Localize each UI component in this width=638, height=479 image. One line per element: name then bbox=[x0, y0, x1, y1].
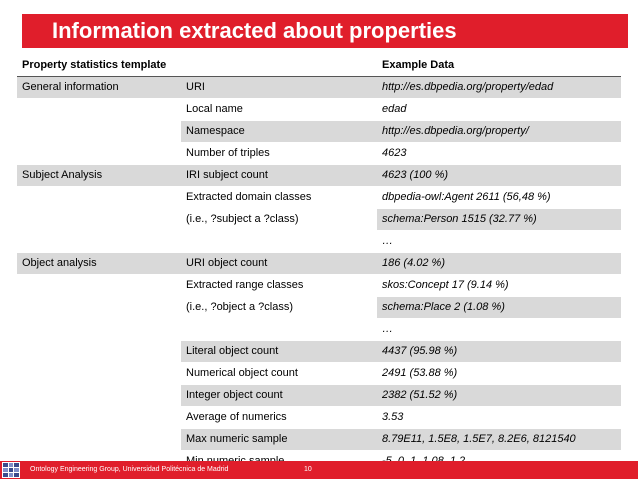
cell-section bbox=[17, 319, 181, 341]
properties-table-container bbox=[17, 55, 621, 473]
footer-bar bbox=[0, 461, 638, 479]
cell-section bbox=[17, 209, 181, 231]
cell-section bbox=[17, 341, 181, 363]
cell-section bbox=[17, 385, 181, 407]
table-row bbox=[17, 99, 621, 121]
cell-section bbox=[17, 429, 181, 451]
slide-title: Information extracted about properties bbox=[52, 18, 457, 43]
cell-field: URI object count bbox=[181, 253, 377, 275]
table-row bbox=[17, 143, 621, 165]
cell-section bbox=[17, 363, 181, 385]
cell-example: http://es.dbpedia.org/property/edad bbox=[377, 77, 621, 99]
cell-field: Namespace bbox=[181, 121, 377, 143]
cell-field: Extracted domain classes bbox=[181, 187, 377, 209]
cell-field: Local name bbox=[181, 99, 377, 121]
cell-example: 4437 (95.98 %) bbox=[377, 341, 621, 363]
cell-field: Numerical object count bbox=[181, 363, 377, 385]
table-header-row bbox=[17, 55, 621, 77]
cell-section bbox=[17, 231, 181, 253]
cell-field bbox=[181, 231, 377, 253]
cell-field: URI bbox=[181, 77, 377, 99]
properties-table bbox=[17, 55, 621, 473]
cell-section: General information bbox=[17, 77, 181, 99]
cell-field bbox=[181, 319, 377, 341]
table-row bbox=[17, 231, 621, 253]
cell-field: Max numeric sample bbox=[181, 429, 377, 451]
cell-section bbox=[17, 143, 181, 165]
cell-section: Object analysis bbox=[17, 253, 181, 275]
cell-example: 8.79E11, 1.5E8, 1.5E7, 8.2E6, 8121540 bbox=[377, 429, 621, 451]
table-row bbox=[17, 341, 621, 363]
cell-field: Literal object count bbox=[181, 341, 377, 363]
cell-example: … bbox=[377, 319, 621, 341]
cell-example: dbpedia-owl:Agent 2611 (56,48 %) bbox=[377, 187, 621, 209]
cell-field: Number of triples bbox=[181, 143, 377, 165]
table-row bbox=[17, 319, 621, 341]
page-number: 10 bbox=[304, 466, 312, 473]
cell-example: 4623 bbox=[377, 143, 621, 165]
cell-field: IRI subject count bbox=[181, 165, 377, 187]
table-row bbox=[17, 253, 621, 275]
header-template: Property statistics template bbox=[17, 55, 181, 77]
title-bar bbox=[0, 0, 638, 51]
table-row bbox=[17, 363, 621, 385]
table-row bbox=[17, 77, 621, 99]
table-row bbox=[17, 121, 621, 143]
cell-example: schema:Person 1515 (32.77 %) bbox=[377, 209, 621, 231]
cell-field: (i.e., ?object a ?class) bbox=[181, 297, 377, 319]
table-row bbox=[17, 385, 621, 407]
cell-section bbox=[17, 297, 181, 319]
cell-example: 186 (4.02 %) bbox=[377, 253, 621, 275]
table-row bbox=[17, 429, 621, 451]
cell-example: edad bbox=[377, 99, 621, 121]
cell-section bbox=[17, 407, 181, 429]
cell-example: skos:Concept 17 (9.14 %) bbox=[377, 275, 621, 297]
table-row bbox=[17, 275, 621, 297]
table-row bbox=[17, 407, 621, 429]
cell-example: 4623 (100 %) bbox=[377, 165, 621, 187]
cell-section bbox=[17, 187, 181, 209]
header-field bbox=[181, 55, 377, 77]
cell-field: Extracted range classes bbox=[181, 275, 377, 297]
table-row bbox=[17, 297, 621, 319]
cell-example: http://es.dbpedia.org/property/ bbox=[377, 121, 621, 143]
cell-section bbox=[17, 121, 181, 143]
cell-field: (i.e., ?subject a ?class) bbox=[181, 209, 377, 231]
cell-section bbox=[17, 275, 181, 297]
table-row bbox=[17, 187, 621, 209]
cell-field: Integer object count bbox=[181, 385, 377, 407]
table-row bbox=[17, 165, 621, 187]
cell-example: 2382 (51.52 %) bbox=[377, 385, 621, 407]
cell-field: Average of numerics bbox=[181, 407, 377, 429]
cell-example: … bbox=[377, 231, 621, 253]
cell-example: 2491 (53.88 %) bbox=[377, 363, 621, 385]
footer-organization: Ontology Engineering Group, Universidad Politécnica de Madrid bbox=[30, 466, 229, 473]
oeg-logo-icon bbox=[2, 462, 20, 478]
cell-section: Subject Analysis bbox=[17, 165, 181, 187]
cell-example: 3.53 bbox=[377, 407, 621, 429]
table-row bbox=[17, 209, 621, 231]
cell-example: schema:Place 2 (1.08 %) bbox=[377, 297, 621, 319]
cell-section bbox=[17, 99, 181, 121]
header-example-data: Example Data bbox=[377, 55, 621, 77]
